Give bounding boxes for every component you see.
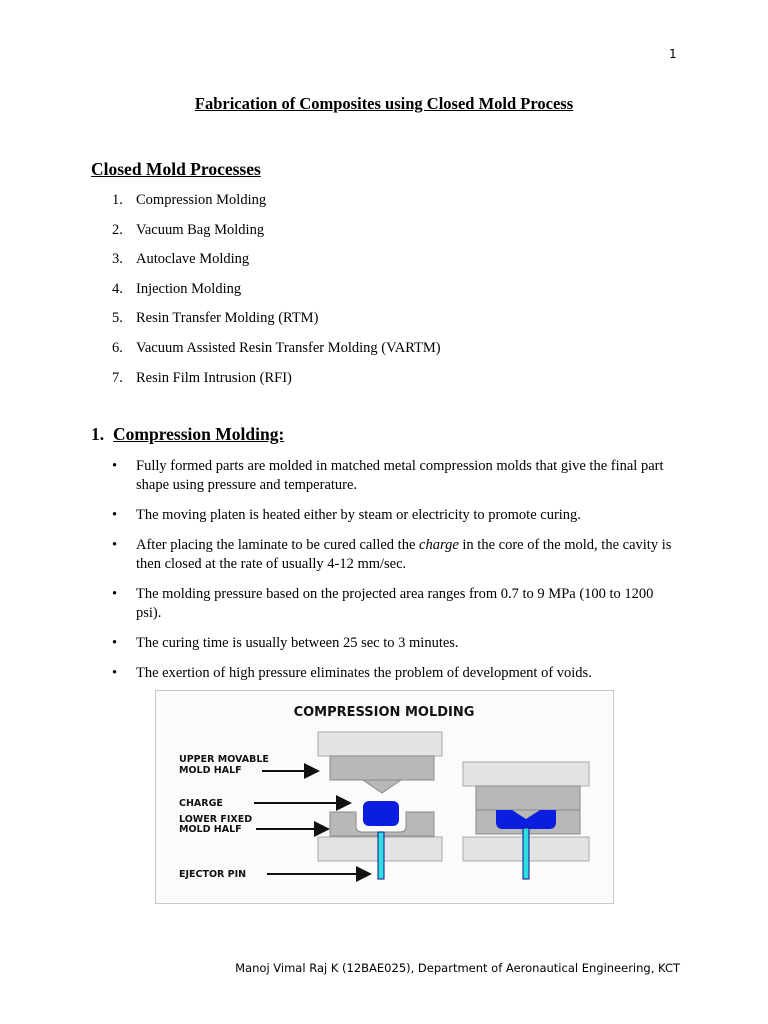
label-ejector-pin: EJECTOR PIN [179, 869, 247, 880]
list-item: 6. Vacuum Assisted Resin Transfer Molding (VARTM) [112, 339, 441, 356]
list-item: 4. Injection Molding [112, 280, 242, 297]
label-lower-line2: MOLD HALF [179, 824, 242, 835]
compression-molding-diagram [155, 690, 614, 904]
bullet-item: • After placing the laminate to be cured called the charge in the core of the mold, the cavity is then closed at the rate of usually 4-12 mm/sec. [112, 537, 672, 572]
list-item: 5. Resin Transfer Molding (RTM) [112, 310, 319, 327]
upper-platen-closed [463, 762, 589, 786]
bullet-item: • Fully formed parts are molded in matched metal compression molds that give the final part shape using pressure and temperature. [112, 458, 664, 493]
bullet-item: • The curing time is usually between 25 sec to 3 minutes. [112, 635, 459, 651]
bullet-item: • The exertion of high pressure eliminates the problem of development of voids. [112, 665, 592, 681]
page-number: 1 [669, 47, 677, 61]
bullet-item: • The molding pressure based on the projected area ranges from 0.7 to 9 MPa (100 to 1200 psi). [112, 586, 654, 621]
list-item: 3. Autoclave Molding [112, 251, 250, 268]
compression-molding-heading [91, 424, 284, 445]
list-item: 2. Vacuum Bag Molding [112, 221, 265, 238]
label-charge: CHARGE [179, 798, 223, 809]
upper-platen [318, 732, 442, 756]
heading-number: 1. [91, 424, 105, 444]
label-upper-line1: UPPER MOVABLE [179, 754, 269, 765]
list-item: 7. Resin Film Intrusion (RFI) [112, 369, 292, 386]
upper-mold-punch [363, 780, 401, 793]
section-heading: Closed Mold Processes [91, 159, 261, 179]
label-upper-line2: MOLD HALF [179, 765, 242, 776]
heading-text: Compression Molding: [113, 424, 285, 444]
page-footer: Manoj Vimal Raj K (12BAE025), Department of Aeronautical Engineering, KCT [235, 961, 680, 975]
compression-bullets [112, 457, 682, 694]
ejector-pin [378, 832, 384, 879]
charge [363, 801, 399, 826]
label-lower-line1: LOWER FIXED [179, 814, 253, 825]
bullet-item: • The moving platen is heated either by steam or electricity to promote curing. [112, 507, 581, 523]
diagram-title: COMPRESSION MOLDING [293, 705, 475, 720]
process-list [112, 190, 441, 397]
upper-mold-half-closed [476, 786, 580, 810]
document-title: Fabrication of Composites using Closed Mold Process [194, 94, 574, 113]
ejector-pin-closed [523, 828, 529, 879]
list-item: 1. Compression Molding [112, 192, 267, 208]
upper-mold-half [330, 756, 434, 780]
